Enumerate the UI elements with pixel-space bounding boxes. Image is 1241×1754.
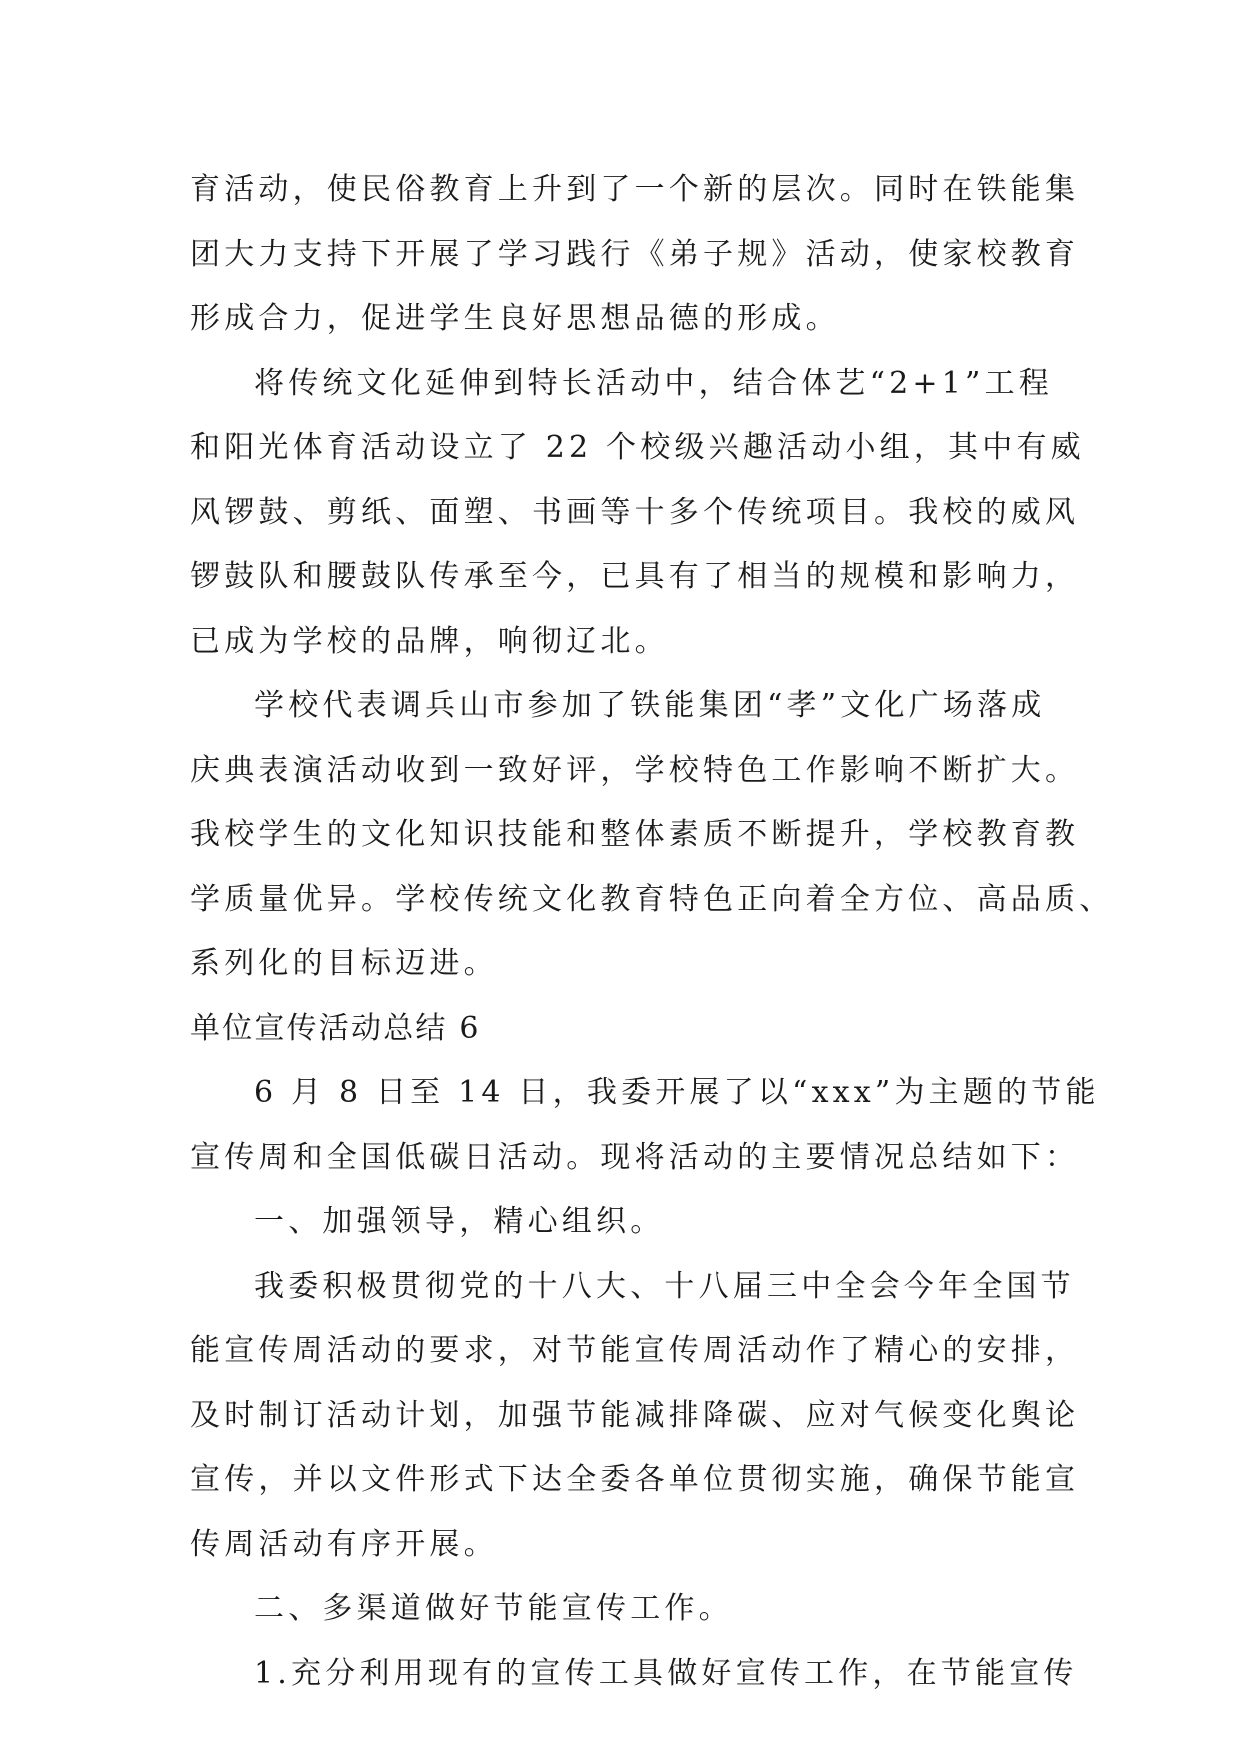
text-line: 传周活动有序开展。: [190, 1526, 498, 1562]
text-line: 和阳光体育活动设立了 22 个校级兴趣活动小组，其中有威: [190, 430, 1085, 465]
text-line: 系列化的目标迈进。: [190, 946, 498, 981]
paragraph-start-line: 6 月 8 日至 14 日，我委开展了以“xxx”为主题的节能: [254, 1075, 1100, 1110]
text-line: 育活动，使民俗教育上升到了一个新的层次。同时在铁能集: [190, 172, 1080, 207]
text-line: 锣鼓队和腰鼓队传承至今，已具有了相当的规模和影响力，: [190, 559, 1080, 594]
text-line: 庆典表演活动收到一致好评，学校特色工作影响不断扩大。: [190, 752, 1080, 788]
text-line: 及时制订活动计划，加强节能减排降碳、应对气候变化舆论: [190, 1397, 1080, 1433]
text-line: 已成为学校的品牌，响彻辽北。: [190, 623, 669, 659]
text-line: 宣传周和全国低碳日活动。现将活动的主要情况总结如下：: [190, 1139, 1080, 1175]
text-line: 形成合力，促进学生良好思想品德的形成。: [190, 301, 840, 336]
text-line: 风锣鼓、剪纸、面塑、书画等十多个传统项目。我校的威风: [190, 494, 1080, 530]
document-body: [190, 158, 1114, 1706]
section-heading: 单位宣传活动总结 6: [190, 1010, 481, 1046]
subheading-line: 一、加强领导，精心组织。: [254, 1204, 665, 1239]
paragraph-start-line: 1.充分利用现有的宣传工具做好宣传工作，在节能宣传: [254, 1655, 1078, 1691]
text-line: 能宣传周活动的要求，对节能宣传周活动作了精心的安排，: [190, 1333, 1080, 1368]
subheading-line: 二、多渠道做好节能宣传工作。: [254, 1591, 733, 1626]
paragraph-start-line: 我委积极贯彻党的十八大、十八届三中全会今年全国节: [254, 1268, 1075, 1304]
paragraph-start-line: 学校代表调兵山市参加了铁能集团“孝”文化广场落成: [254, 688, 1046, 723]
text-line: 我校学生的文化知识技能和整体素质不断提升，学校教育教: [190, 817, 1080, 852]
paragraph-start-line: 将传统文化延伸到特长活动中，结合体艺“2+1”工程: [254, 365, 1053, 401]
text-line: 团大力支持下开展了学习践行《弟子规》活动，使家校教育: [190, 236, 1080, 272]
text-line: 宣传，并以文件形式下达全委各单位贯彻实施，确保节能宣: [190, 1462, 1080, 1497]
text-line: 学质量优异。学校传统文化教育特色正向着全方位、高品质、: [190, 881, 1114, 917]
